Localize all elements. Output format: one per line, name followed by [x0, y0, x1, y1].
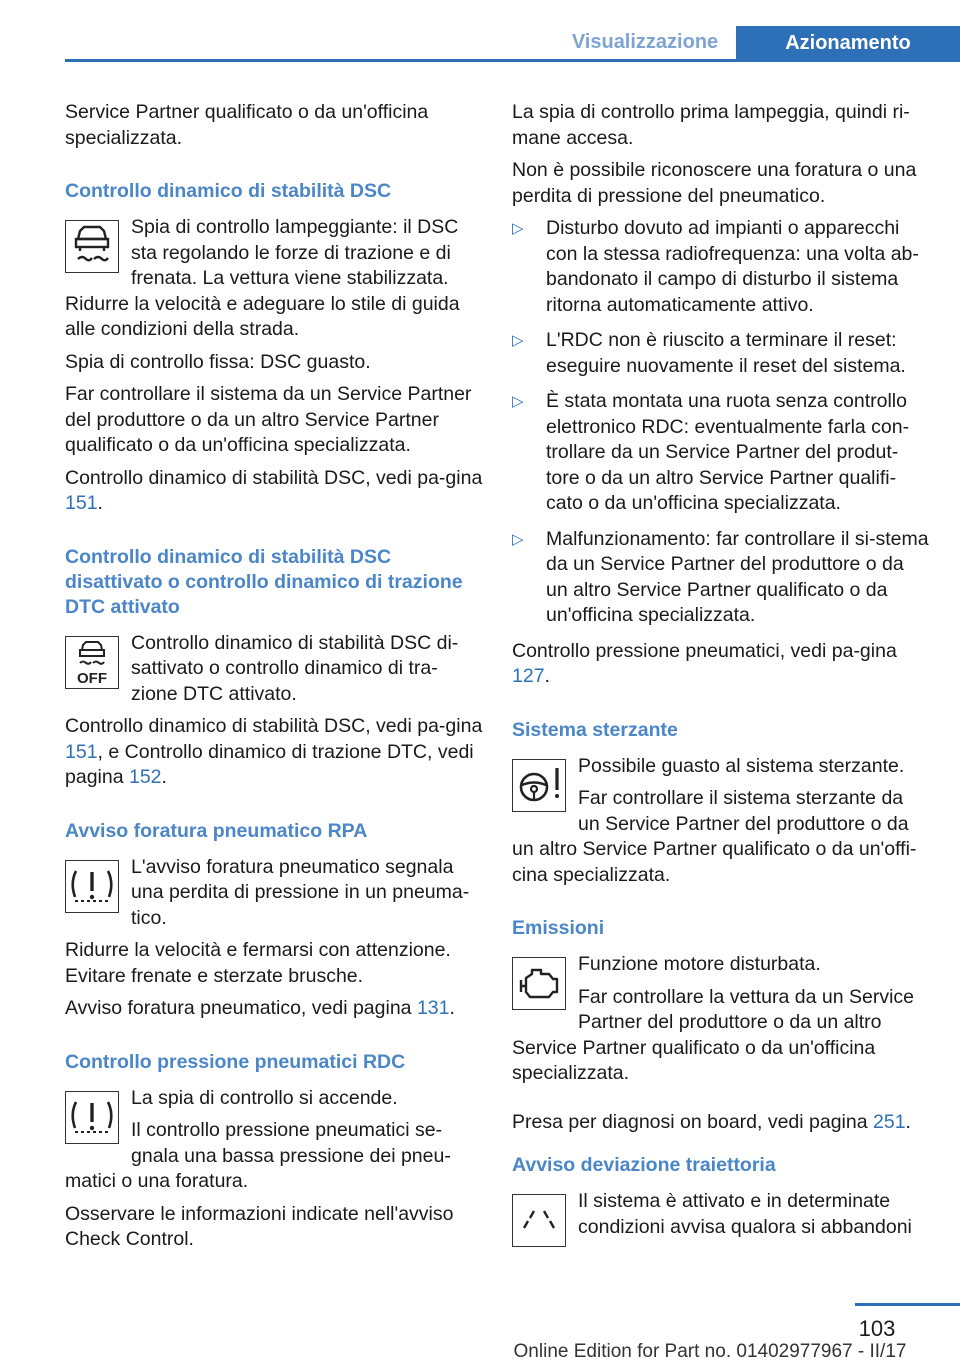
rdc-paragraph-2: Il controllo pressione pneumatici se‐gnala una bassa pressione dei pneu‐matici o una foratura. — [65, 1119, 451, 1192]
rdc-reference: Controllo pressione pneumatici, vedi pa‐gina 127. — [512, 639, 897, 687]
page-link-251[interactable]: 251 — [873, 1110, 906, 1133]
rdc-bullet-list — [512, 216, 930, 629]
tire-pressure-icon — [65, 1091, 119, 1144]
section-title-rpa: Avviso foratura pneumatico RPA — [65, 819, 368, 842]
emissions-paragraph-2: Far controllare la vettura da un Service Partner del produttore o da un altro Service Partner qualificato o da un'officina specializzata. — [512, 985, 914, 1084]
edition-line: Online Edition for Part no. 01402977967 - II/17 — [513, 1341, 907, 1362]
section-title-steering: Sistema sterzante — [512, 718, 678, 741]
section-title-emissions: Emissioni — [512, 917, 605, 939]
list-item: ▷ L'RDC non è riuscito a terminare il reset: eseguire nuovamente il reset del sistema. — [512, 329, 906, 377]
page-number: 103 — [858, 1316, 896, 1341]
lane-paragraph-1: Il sistema è attivato e in determinate condizioni avvisa qualora si abbandoni — [578, 1190, 912, 1238]
bullet-triangle-icon: ▷ — [512, 393, 524, 410]
rdc-paragraph-5: Non è possibile riconoscere una foratura o una perdita di pressione del pneumatico. — [512, 159, 917, 207]
dsc-paragraph-4: Controllo dinamico di stabilità DSC, vedi pa‐gina 151. — [65, 466, 483, 514]
dsc-paragraph-1: Spia di controllo lampeggiante: il DSC sta regolando le forze di trazione e di frenata. La vettura viene stabilizzata. Ridurre la velocità e adeguare lo stile di guida alle condizioni della strada. — [65, 216, 460, 340]
header-rule — [65, 59, 960, 62]
section-title-lane-departure: Avviso deviazione traiettoria — [512, 1154, 776, 1176]
bullet-triangle-icon: ▷ — [512, 332, 524, 349]
rdc-paragraph-3: Osservare le informazioni indicate nell'avviso Check Control. — [65, 1202, 454, 1250]
engine-warning-icon — [512, 957, 566, 1010]
emissions-reference: Presa per diagnosi on board, vedi pagina 251. — [512, 1110, 911, 1133]
dsc-off-paragraph-2: Controllo dinamico di stabilità DSC, vedi pa‐gina 151, e Controllo dinamico di trazione DTC, vedi pagina 152. — [65, 715, 483, 788]
section-title-dsc: Controllo dinamico di stabilità DSC — [65, 180, 392, 202]
list-item: ▷ È stata montata una ruota senza controllo elettronico RDC: eventualmente farla con‐trollare da un Service Partner del produt‐tore o da un altro Service Partner qualifi‐cato o da un'officina specializzata. — [512, 390, 910, 514]
page-header — [0, 0, 960, 62]
left-column — [65, 100, 483, 1260]
list-item: ▷ Disturbo dovuto ad impianti o apparecchi con la stessa radiofrequenza: una volta ab‐bandonato il campo di disturbo il sistema ritorna automaticamente attivo. — [512, 217, 919, 316]
dsc-warning-icon — [65, 220, 119, 273]
rpa-paragraph-2: Ridurre la velocità e fermarsi con attenzione. Evitare frenate e sterzate brusche. — [65, 939, 451, 987]
page-link-151[interactable]: 151 — [65, 492, 98, 514]
right-column — [512, 100, 930, 1251]
svg-text:OFF: OFF — [77, 669, 107, 687]
dsc-paragraph-2: Spia di controllo fissa: DSC guasto. — [65, 350, 371, 373]
bullet-triangle-icon: ▷ — [512, 530, 524, 548]
dsc-off-icon — [65, 636, 119, 689]
list-item: ▷ Malfunzionamento: far controllare il si‐stema da un Service Partner del produttore o da un altro Service Partner qualificato o da un'officina specializzata. — [512, 527, 929, 626]
lane-departure-icon — [512, 1194, 566, 1247]
rdc-paragraph-4: La spia di controllo prima lampeggia, quindi ri‐mane accesa. — [512, 101, 910, 149]
footer-rule — [855, 1303, 960, 1306]
steering-paragraph-2: Far controllare il sistema sterzante da un Service Partner del produttore o da un altro Service Partner qualificato o da un'offi‐cina specializzata. — [512, 787, 917, 886]
dsc-off-paragraph-1: Controllo dinamico di stabilità DSC di‐sattivato o controllo dinamico di tra‐zione DTC attivato. — [131, 631, 459, 705]
page-link-131[interactable]: 131 — [416, 997, 450, 1019]
page-link-127[interactable]: 127 — [512, 665, 545, 687]
section-title-dsc-off: Controllo dinamico di stabilità DSC disattivato o controllo dinamico di trazione DTC attivato — [65, 545, 463, 618]
rpa-paragraph-1: L'avviso foratura pneumatico segnala una perdita di pressione in un pneuma‐tico. — [131, 855, 470, 929]
steering-paragraph-1: Possibile guasto al sistema sterzante. — [578, 754, 905, 777]
rpa-paragraph-3: Avviso foratura pneumatico, vedi pagina 131. — [65, 997, 455, 1019]
tire-warning-icon — [65, 860, 119, 913]
bullet-triangle-icon: ▷ — [512, 220, 524, 237]
tab-azionamento[interactable]: Azionamento — [736, 26, 960, 62]
page-link-151[interactable]: 151 — [65, 740, 98, 763]
steering-warning-icon — [512, 759, 566, 812]
intro-paragraph: Service Partner qualificato o da un'officina specializzata. — [65, 101, 429, 149]
section-title-rdc: Controllo pressione pneumatici RDC — [65, 1050, 406, 1073]
page-link-152[interactable]: 152 — [128, 766, 162, 788]
tab-visualizzazione[interactable]: Visualizzazione — [571, 31, 719, 53]
dsc-paragraph-3: Far controllare il sistema da un Service Partner del produttore o da un altro Service Partner qualificato o da un'officina specializzata. — [65, 383, 472, 456]
emissions-paragraph-1: Funzione motore disturbata. — [578, 953, 821, 975]
rdc-paragraph-1: La spia di controllo si accende. — [131, 1086, 398, 1109]
